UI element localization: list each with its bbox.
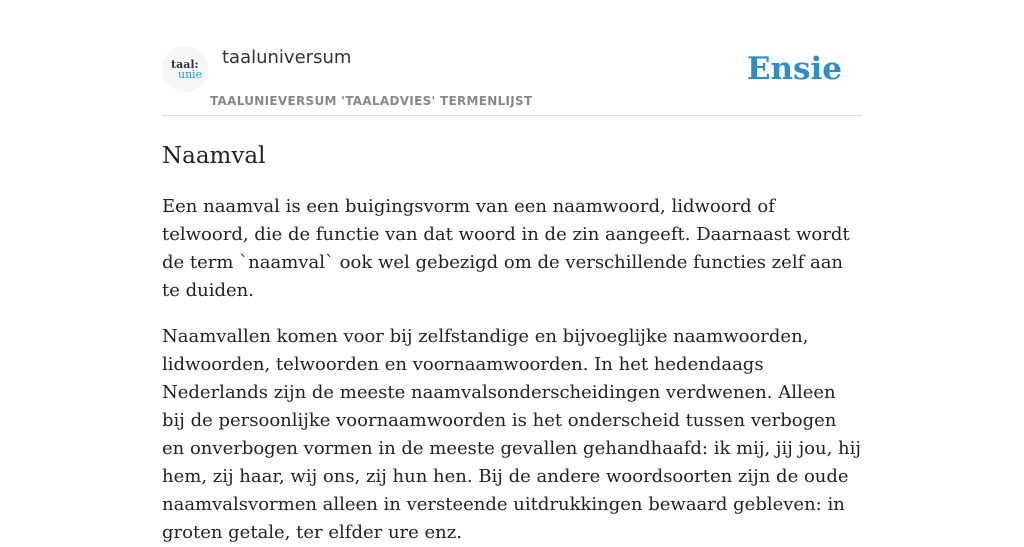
entry-header [162,0,862,116]
entry-title: Naamval [162,143,266,169]
logo-text-bottom: unie [178,68,203,81]
author-name[interactable]: taaluniversum [222,47,352,68]
entry-paragraph: Een naamval is een buigingsvorm van een naamwoord, lidwoord of telwoord, die de functie van dat woord in de zin aangeeft. Daarnaast wordt de term `naamval` ook wel gebezigd om de verschillende functies zelf aan te duiden. [162,196,850,301]
entry-card [162,0,862,547]
entry-paragraph: Naamvallen komen voor bij zelfstandige en bijvoeglijke naamwoorden, lidwoorden, telwoorden en voornaamwoorden. In het hedendaags Nederlands zijn de meeste naamvalsonderscheidingen verdwenen. Alleen bij de persoonlijke voornaamwoorden is het onderscheid tussen verbogen en onverbogen vormen in de meeste gevallen gehandhaafd: ik mij, jij jou, hij hem, zij haar, wij ons, zij hun hen. Bij de andere woordsoorten zijn de oude naamvalsvormen alleen in versteende uitdrukkingen bewaard gebleven: in groten getale, ter elfder ure enz. [162,326,861,543]
logo-text-top: taal: [171,58,199,71]
source-label[interactable]: TAALUNIEVERSUM 'TAALADVIES' TERMENLIJST [210,94,533,108]
taalunie-logo[interactable] [162,46,208,92]
ensie-brand-logo[interactable]: Ensie [746,51,842,87]
